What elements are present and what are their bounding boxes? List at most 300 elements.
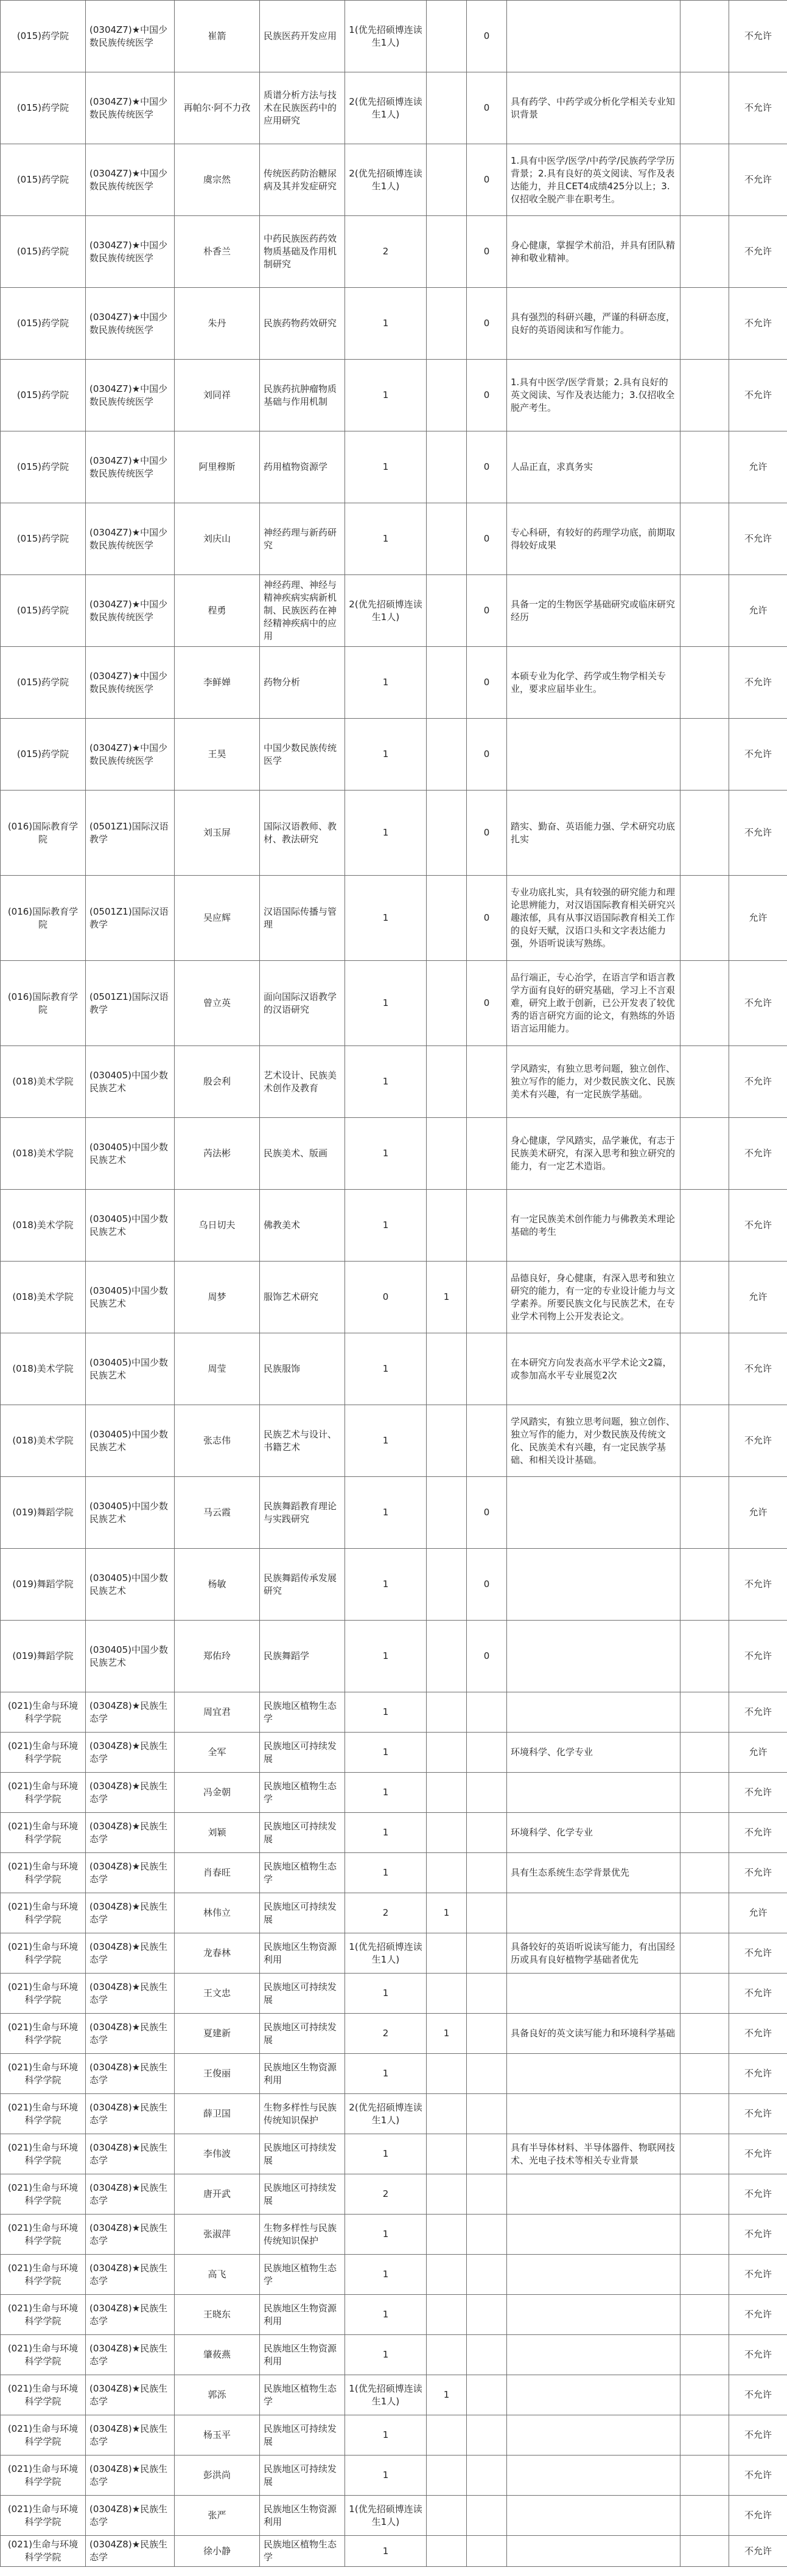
- table-row: [1, 2536, 787, 2567]
- part-time-cell: 不允许: [729, 2496, 787, 2536]
- research-direction-cell: 艺术设计、民族美术创作及教育: [260, 1046, 345, 1118]
- major-cell: (0304Z8)★民族生态学: [86, 1813, 175, 1853]
- major-cell: (0304Z7)★中国少数民族传统医学: [86, 647, 175, 719]
- school-cell: (018)美术学院: [1, 1333, 86, 1405]
- table-row: [1, 1, 787, 72]
- school-cell: (015)药学院: [1, 360, 86, 431]
- major-cell: (0501Z1)国际汉语教学: [86, 876, 175, 961]
- school-cell: (015)药学院: [1, 503, 86, 575]
- research-direction-cell: 民族地区植物生态学: [260, 1853, 345, 1893]
- remark-cell: [680, 360, 729, 431]
- other-count-cell: 0: [467, 876, 507, 961]
- part-time-cell: 允许: [729, 876, 787, 961]
- other-count-cell: [467, 2295, 507, 2335]
- part-time-cell: 不允许: [729, 719, 787, 791]
- master-doctor-cell: [427, 2536, 467, 2567]
- other-count-cell: [467, 1333, 507, 1405]
- part-time-cell: 不允许: [729, 288, 787, 360]
- part-time-cell: 不允许: [729, 2134, 787, 2174]
- master-doctor-cell: [427, 2415, 467, 2456]
- requirement-cell: 人品正直，求真务实: [507, 431, 680, 503]
- school-cell: (015)药学院: [1, 647, 86, 719]
- tutor-cell: 王晓东: [175, 2295, 260, 2335]
- tutor-cell: 王文忠: [175, 1974, 260, 2014]
- school-cell: (021)生命与环境科学学院: [1, 1813, 86, 1853]
- research-direction-cell: 神经药理、神经与精神疾病实病新机制、民族医药在神经精神疾病中的应用: [260, 575, 345, 647]
- other-count-cell: 0: [467, 431, 507, 503]
- tutor-cell: 曾立英: [175, 961, 260, 1046]
- requirement-cell: [507, 2375, 680, 2415]
- enrollment-plan-cell: 1: [345, 1190, 427, 1262]
- other-count-cell: [467, 1893, 507, 1933]
- enrollment-plan-cell: 1(优先招硕博连读生1人): [345, 1, 427, 72]
- master-doctor-cell: [427, 1933, 467, 1974]
- table-row: [1, 2295, 787, 2335]
- part-time-cell: 不允许: [729, 1, 787, 72]
- master-doctor-cell: [427, 2174, 467, 2215]
- remark-cell: [680, 431, 729, 503]
- enrollment-plan-cell: 1: [345, 1477, 427, 1549]
- requirement-cell: 品行端正，专心治学，在语言学和语言教学方面有良好的研究基础，学习上不言艰难，研究上敢于创新，已公开发表了较优秀的语言研究方面的论文，有熟练的外语语言运用能力。: [507, 961, 680, 1046]
- school-cell: (021)生命与环境科学学院: [1, 1933, 86, 1974]
- table-row: [1, 1405, 787, 1477]
- master-doctor-cell: [427, 1405, 467, 1477]
- other-count-cell: 0: [467, 288, 507, 360]
- research-direction-cell: 民族地区植物生态学: [260, 2536, 345, 2567]
- table-row: [1, 1692, 787, 1733]
- remark-cell: [680, 575, 729, 647]
- remark-cell: [680, 144, 729, 216]
- part-time-cell: 不允许: [729, 1853, 787, 1893]
- other-count-cell: 0: [467, 216, 507, 288]
- requirement-cell: [507, 1, 680, 72]
- part-time-cell: 不允许: [729, 791, 787, 876]
- enrollment-plan-cell: 1: [345, 1333, 427, 1405]
- table-row: [1, 791, 787, 876]
- part-time-cell: 不允许: [729, 144, 787, 216]
- table-row: [1, 1477, 787, 1549]
- remark-cell: [680, 2134, 729, 2174]
- major-cell: (0304Z8)★民族生态学: [86, 2456, 175, 2496]
- tutor-cell: 朴香兰: [175, 216, 260, 288]
- table-row: [1, 647, 787, 719]
- table-row: [1, 1893, 787, 1933]
- table-row: [1, 144, 787, 216]
- tutor-cell: 李鲜婵: [175, 647, 260, 719]
- school-cell: (021)生命与环境科学学院: [1, 1974, 86, 2014]
- master-doctor-cell: [427, 1477, 467, 1549]
- remark-cell: [680, 2255, 729, 2295]
- table-row: [1, 1733, 787, 1773]
- table-row: [1, 2174, 787, 2215]
- tutor-cell: 肇莜燕: [175, 2335, 260, 2375]
- school-cell: (021)生命与环境科学学院: [1, 2054, 86, 2094]
- master-doctor-cell: [427, 360, 467, 431]
- requirement-cell: [507, 2054, 680, 2094]
- enrollment-plan-cell: 1: [345, 503, 427, 575]
- remark-cell: [680, 1118, 729, 1190]
- master-doctor-cell: [427, 1333, 467, 1405]
- master-doctor-cell: 1: [427, 1893, 467, 1933]
- part-time-cell: 不允许: [729, 2174, 787, 2215]
- tutor-cell: 芮法彬: [175, 1118, 260, 1190]
- remark-cell: [680, 2054, 729, 2094]
- part-time-cell: 不允许: [729, 1933, 787, 1974]
- requirement-cell: [507, 1773, 680, 1813]
- remark-cell: [680, 2415, 729, 2456]
- part-time-cell: 不允许: [729, 1333, 787, 1405]
- table-row: [1, 1933, 787, 1974]
- research-direction-cell: 传统医药防治糖尿病及其并发症研究: [260, 144, 345, 216]
- remark-cell: [680, 2174, 729, 2215]
- enrollment-plan-cell: 1: [345, 1773, 427, 1813]
- other-count-cell: [467, 2415, 507, 2456]
- remark-cell: [680, 1773, 729, 1813]
- master-doctor-cell: [427, 431, 467, 503]
- tutor-cell: 阿里穆斯: [175, 431, 260, 503]
- part-time-cell: 不允许: [729, 647, 787, 719]
- research-direction-cell: 民族地区可持续发展: [260, 1733, 345, 1773]
- major-cell: (0501Z1)国际汉语教学: [86, 961, 175, 1046]
- research-direction-cell: 民族艺术与设计、书籍艺术: [260, 1405, 345, 1477]
- major-cell: (030405)中国少数民族艺术: [86, 1621, 175, 1692]
- school-cell: (021)生命与环境科学学院: [1, 2415, 86, 2456]
- enrollment-plan-cell: 2(优先招硕博连读生1人): [345, 144, 427, 216]
- enrollment-plan-cell: 1: [345, 1813, 427, 1853]
- master-doctor-cell: [427, 876, 467, 961]
- part-time-cell: 不允许: [729, 1405, 787, 1477]
- part-time-cell: 不允许: [729, 1692, 787, 1733]
- tutor-cell: 虞宗然: [175, 144, 260, 216]
- other-count-cell: [467, 2215, 507, 2255]
- enrollment-plan-cell: 2: [345, 2014, 427, 2054]
- tutor-cell: 龙春林: [175, 1933, 260, 1974]
- research-direction-cell: 中药民族医药药效物质基础及作用机制研究: [260, 216, 345, 288]
- enrollment-plan-cell: 2(优先招硕博连读生1人): [345, 72, 427, 144]
- major-cell: (0304Z8)★民族生态学: [86, 1692, 175, 1733]
- other-count-cell: [467, 1262, 507, 1333]
- school-cell: (019)舞蹈学院: [1, 1549, 86, 1621]
- other-count-cell: [467, 1046, 507, 1118]
- enrollment-plan-cell: 1(优先招硕博连读生1人): [345, 1933, 427, 1974]
- part-time-cell: 不允许: [729, 2295, 787, 2335]
- research-direction-cell: 民族地区生物资源利用: [260, 2496, 345, 2536]
- remark-cell: [680, 72, 729, 144]
- research-direction-cell: 质谱分析方法与技术在民族医药中的应用研究: [260, 72, 345, 144]
- tutor-cell: 乌日切夫: [175, 1190, 260, 1262]
- tutor-cell: 薛卫国: [175, 2094, 260, 2134]
- other-count-cell: [467, 2456, 507, 2496]
- other-count-cell: 0: [467, 1477, 507, 1549]
- tutor-cell: 殷会利: [175, 1046, 260, 1118]
- requirement-cell: [507, 2174, 680, 2215]
- research-direction-cell: 民族地区生物资源利用: [260, 2335, 345, 2375]
- remark-cell: [680, 1733, 729, 1773]
- master-doctor-cell: [427, 2215, 467, 2255]
- school-cell: (015)药学院: [1, 1, 86, 72]
- part-time-cell: 允许: [729, 431, 787, 503]
- other-count-cell: 0: [467, 1549, 507, 1621]
- table-row: [1, 1262, 787, 1333]
- research-direction-cell: 民族地区植物生态学: [260, 2255, 345, 2295]
- requirement-cell: 具备一定的生物医学基础研究或临床研究经历: [507, 575, 680, 647]
- other-count-cell: 0: [467, 575, 507, 647]
- other-count-cell: [467, 1405, 507, 1477]
- enrollment-plan-cell: 1: [345, 1692, 427, 1733]
- table-row: [1, 2134, 787, 2174]
- other-count-cell: 0: [467, 72, 507, 144]
- major-cell: (0304Z8)★民族生态学: [86, 2014, 175, 2054]
- requirement-cell: 具备较好的英语听说读写能力，有出国经历或具有良好植物学基础者优先: [507, 1933, 680, 1974]
- requirement-cell: [507, 2094, 680, 2134]
- school-cell: (015)药学院: [1, 144, 86, 216]
- enrollment-plan-cell: 1: [345, 2456, 427, 2496]
- research-direction-cell: 民族地区可持续发展: [260, 1974, 345, 2014]
- tutor-cell: 王俊丽: [175, 2054, 260, 2094]
- requirement-cell: 身心健康，掌握学术前沿，并具有团队精神和敬业精神。: [507, 216, 680, 288]
- tutor-cell: 程勇: [175, 575, 260, 647]
- master-doctor-cell: [427, 216, 467, 288]
- other-count-cell: [467, 1974, 507, 2014]
- enrollment-plan-cell: 1: [345, 1733, 427, 1773]
- remark-cell: [680, 216, 729, 288]
- table-row: [1, 2255, 787, 2295]
- tutor-cell: 高飞: [175, 2255, 260, 2295]
- major-cell: (0304Z7)★中国少数民族传统医学: [86, 288, 175, 360]
- requirement-cell: [507, 2255, 680, 2295]
- major-cell: (030405)中国少数民族艺术: [86, 1190, 175, 1262]
- master-doctor-cell: 1: [427, 1262, 467, 1333]
- part-time-cell: 不允许: [729, 1773, 787, 1813]
- requirement-cell: 学风踏实，有独立思考问题，独立创作、独立写作的能力，对少数民族文化、民族美术有兴趣，有一定民族学基础。: [507, 1046, 680, 1118]
- tutor-cell: 周梦: [175, 1262, 260, 1333]
- major-cell: (0304Z8)★民族生态学: [86, 2375, 175, 2415]
- requirement-cell: 环境科学、化学专业: [507, 1733, 680, 1773]
- remark-cell: [680, 2456, 729, 2496]
- master-doctor-cell: [427, 1621, 467, 1692]
- school-cell: (021)生命与环境科学学院: [1, 1773, 86, 1813]
- tutor-cell: 张严: [175, 2496, 260, 2536]
- table-row: [1, 1853, 787, 1893]
- master-doctor-cell: 1: [427, 2014, 467, 2054]
- remark-cell: [680, 791, 729, 876]
- major-cell: (0304Z7)★中国少数民族传统医学: [86, 575, 175, 647]
- master-doctor-cell: [427, 1813, 467, 1853]
- remark-cell: [680, 719, 729, 791]
- school-cell: (018)美术学院: [1, 1118, 86, 1190]
- requirement-cell: 在本研究方向发表高水平学术论文2篇，或参加高水平专业展览2次: [507, 1333, 680, 1405]
- table-row: [1, 2094, 787, 2134]
- research-direction-cell: 民族地区可持续发展: [260, 2456, 345, 2496]
- tutor-cell: 林伟立: [175, 1893, 260, 1933]
- research-direction-cell: 民族地区植物生态学: [260, 1773, 345, 1813]
- enrollment-plan-cell: 1: [345, 961, 427, 1046]
- research-direction-cell: 民族美术、版画: [260, 1118, 345, 1190]
- tutor-cell: 崔箭: [175, 1, 260, 72]
- major-cell: (0304Z8)★民族生态学: [86, 2496, 175, 2536]
- enrollment-plan-cell: 1: [345, 360, 427, 431]
- major-cell: (0304Z8)★民族生态学: [86, 2255, 175, 2295]
- major-cell: (030405)中国少数民族艺术: [86, 1405, 175, 1477]
- part-time-cell: 不允许: [729, 1813, 787, 1853]
- table-row: [1, 1813, 787, 1853]
- research-direction-cell: 民族地区植物生态学: [260, 2375, 345, 2415]
- tutor-cell: 刘颖: [175, 1813, 260, 1853]
- major-cell: (0304Z7)★中国少数民族传统医学: [86, 144, 175, 216]
- research-direction-cell: 民族地区可持续发展: [260, 1893, 345, 1933]
- master-doctor-cell: [427, 1853, 467, 1893]
- school-cell: (018)美术学院: [1, 1190, 86, 1262]
- requirement-cell: 具有生态系统生态学背景优先: [507, 1853, 680, 1893]
- requirement-cell: 有一定民族美术创作能力与佛教美术理论基础的考生: [507, 1190, 680, 1262]
- table-row: [1, 288, 787, 360]
- school-cell: (015)药学院: [1, 72, 86, 144]
- requirement-cell: 专业功底扎实，具有较强的研究能力和理论思辨能力，对汉语国际教育相关研究兴趣浓郁，具有从事汉语国际教育相关工作的良好天赋，汉语口头和文字表达能力强，外语听说读写熟练。: [507, 876, 680, 961]
- other-count-cell: [467, 1933, 507, 1974]
- research-direction-cell: 民族舞蹈学: [260, 1621, 345, 1692]
- enrollment-plan-cell: 1: [345, 1853, 427, 1893]
- enrollment-plan-cell: 1: [345, 1549, 427, 1621]
- other-count-cell: [467, 1813, 507, 1853]
- part-time-cell: 不允许: [729, 2054, 787, 2094]
- master-doctor-cell: [427, 2496, 467, 2536]
- enrollment-plan-cell: 2: [345, 2174, 427, 2215]
- tutor-cell: 郭泺: [175, 2375, 260, 2415]
- master-doctor-cell: [427, 1692, 467, 1733]
- other-count-cell: [467, 1733, 507, 1773]
- part-time-cell: 不允许: [729, 2415, 787, 2456]
- requirement-cell: [507, 2415, 680, 2456]
- part-time-cell: 不允许: [729, 360, 787, 431]
- remark-cell: [680, 2295, 729, 2335]
- tutor-cell: 吴应辉: [175, 876, 260, 961]
- requirement-cell: [507, 1974, 680, 2014]
- major-cell: (0304Z7)★中国少数民族传统医学: [86, 360, 175, 431]
- table-row: [1, 2014, 787, 2054]
- other-count-cell: [467, 1190, 507, 1262]
- part-time-cell: 不允许: [729, 2094, 787, 2134]
- research-direction-cell: 民族地区可持续发展: [260, 2134, 345, 2174]
- part-time-cell: 不允许: [729, 2536, 787, 2567]
- research-direction-cell: 佛教美术: [260, 1190, 345, 1262]
- requirement-cell: [507, 1621, 680, 1692]
- part-time-cell: 不允许: [729, 1190, 787, 1262]
- requirement-cell: [507, 1477, 680, 1549]
- remark-cell: [680, 1813, 729, 1853]
- school-cell: (016)国际教育学院: [1, 791, 86, 876]
- other-count-cell: 0: [467, 791, 507, 876]
- tutor-cell: 冯金朝: [175, 1773, 260, 1813]
- enrollment-plan-cell: 0: [345, 1262, 427, 1333]
- master-doctor-cell: [427, 1190, 467, 1262]
- tutor-cell: 周宜君: [175, 1692, 260, 1733]
- master-doctor-cell: [427, 2054, 467, 2094]
- master-doctor-cell: [427, 2255, 467, 2295]
- requirement-cell: [507, 2335, 680, 2375]
- other-count-cell: [467, 2094, 507, 2134]
- part-time-cell: 不允许: [729, 503, 787, 575]
- enrollment-plan-cell: 1: [345, 876, 427, 961]
- research-direction-cell: 民族地区植物生态学: [260, 1692, 345, 1733]
- tutor-cell: 徐小静: [175, 2536, 260, 2567]
- part-time-cell: 不允许: [729, 1974, 787, 2014]
- remark-cell: [680, 2094, 729, 2134]
- other-count-cell: [467, 2255, 507, 2295]
- table-row: [1, 1773, 787, 1813]
- part-time-cell: 不允许: [729, 1621, 787, 1692]
- requirement-cell: [507, 2295, 680, 2335]
- master-doctor-cell: 1: [427, 2375, 467, 2415]
- major-cell: (0304Z8)★民族生态学: [86, 1773, 175, 1813]
- other-count-cell: [467, 1692, 507, 1733]
- school-cell: (019)舞蹈学院: [1, 1621, 86, 1692]
- major-cell: (0304Z8)★民族生态学: [86, 2054, 175, 2094]
- major-cell: (0304Z8)★民族生态学: [86, 2415, 175, 2456]
- table-row: [1, 876, 787, 961]
- part-time-cell: 不允许: [729, 2456, 787, 2496]
- research-direction-cell: 民族地区生物资源利用: [260, 1933, 345, 1974]
- major-cell: (0304Z8)★民族生态学: [86, 1933, 175, 1974]
- major-cell: (030405)中国少数民族艺术: [86, 1262, 175, 1333]
- enrollment-plan-cell: 1(优先招硕博连读生1人): [345, 2375, 427, 2415]
- school-cell: (021)生命与环境科学学院: [1, 1692, 86, 1733]
- requirement-cell: 具有半导体材料、半导体器件、物联网技术、光电子技术等相关专业背景: [507, 2134, 680, 2174]
- school-cell: (021)生命与环境科学学院: [1, 2174, 86, 2215]
- master-doctor-cell: [427, 503, 467, 575]
- research-direction-cell: 服饰艺术研究: [260, 1262, 345, 1333]
- tutor-cell: 马云霞: [175, 1477, 260, 1549]
- school-cell: (019)舞蹈学院: [1, 1477, 86, 1549]
- remark-cell: [680, 876, 729, 961]
- school-cell: (021)生命与环境科学学院: [1, 2536, 86, 2567]
- requirement-cell: [507, 719, 680, 791]
- table-row: [1, 1190, 787, 1262]
- enrollment-plan-cell: 2(优先招硕博连读生1人): [345, 575, 427, 647]
- tutor-cell: 周莹: [175, 1333, 260, 1405]
- part-time-cell: 不允许: [729, 216, 787, 288]
- research-direction-cell: 民族地区生物资源利用: [260, 2054, 345, 2094]
- major-cell: (0304Z8)★民族生态学: [86, 1733, 175, 1773]
- other-count-cell: [467, 2014, 507, 2054]
- other-count-cell: [467, 1773, 507, 1813]
- enrollment-plan-cell: 1: [345, 2255, 427, 2295]
- tutor-cell: 全军: [175, 1733, 260, 1773]
- part-time-cell: 不允许: [729, 1549, 787, 1621]
- requirement-cell: [507, 2496, 680, 2536]
- school-cell: (021)生命与环境科学学院: [1, 2456, 86, 2496]
- master-doctor-cell: [427, 791, 467, 876]
- table-row: [1, 2054, 787, 2094]
- school-cell: (016)国际教育学院: [1, 876, 86, 961]
- tutor-cell: 杨玉平: [175, 2415, 260, 2456]
- enrollment-plan-cell: 1: [345, 719, 427, 791]
- tutor-cell: 李伟波: [175, 2134, 260, 2174]
- table-row: [1, 431, 787, 503]
- enrollment-plan-cell: 1: [345, 2215, 427, 2255]
- school-cell: (021)生命与环境科学学院: [1, 2375, 86, 2415]
- master-doctor-cell: [427, 1118, 467, 1190]
- master-doctor-cell: [427, 1974, 467, 2014]
- research-direction-cell: 面向国际汉语教学的汉语研究: [260, 961, 345, 1046]
- school-cell: (021)生命与环境科学学院: [1, 2295, 86, 2335]
- school-cell: (015)药学院: [1, 575, 86, 647]
- remark-cell: [680, 503, 729, 575]
- table-row: [1, 1549, 787, 1621]
- master-doctor-cell: [427, 2134, 467, 2174]
- other-count-cell: 0: [467, 144, 507, 216]
- school-cell: (021)生命与环境科学学院: [1, 2496, 86, 2536]
- other-count-cell: [467, 2134, 507, 2174]
